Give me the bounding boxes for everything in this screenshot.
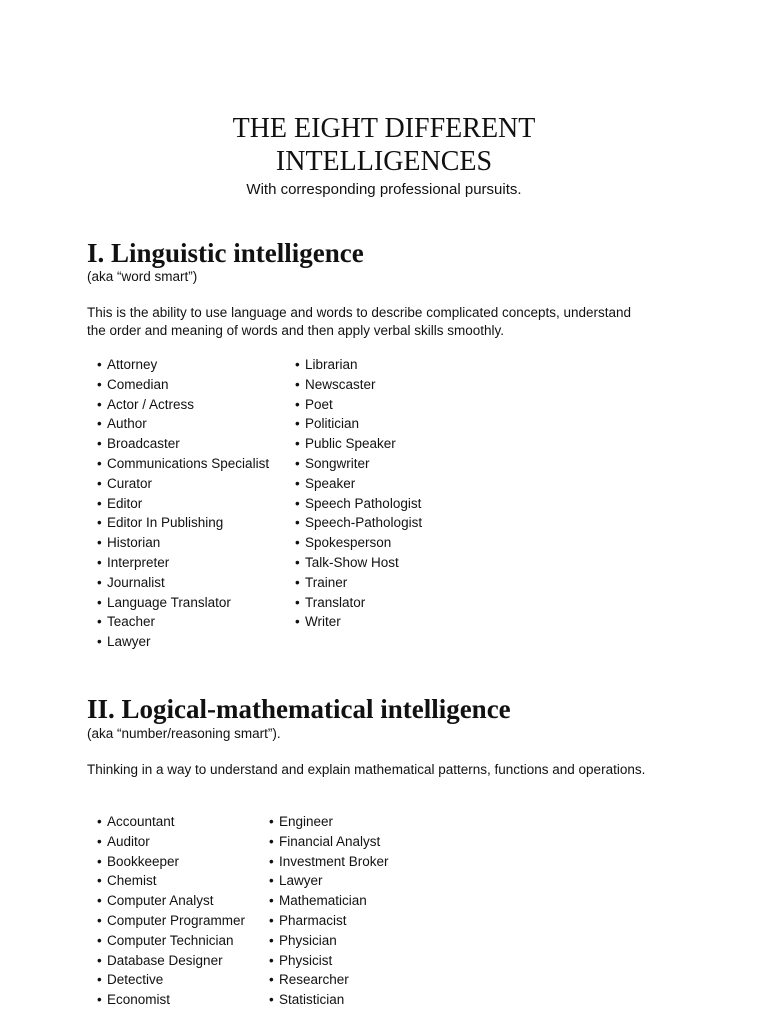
profession-item bbox=[269, 990, 389, 1010]
bullet-icon: • bbox=[295, 614, 300, 630]
profession-item bbox=[295, 395, 422, 415]
profession-item bbox=[295, 553, 422, 573]
profession-item bbox=[97, 612, 269, 632]
bullet-icon: • bbox=[97, 594, 102, 610]
profession-label: Auditor bbox=[107, 833, 150, 849]
bullet-icon: • bbox=[97, 357, 102, 372]
profession-label: Interpreter bbox=[107, 554, 170, 570]
profession-label: Detective bbox=[107, 972, 164, 988]
profession-item bbox=[295, 414, 422, 434]
profession-item bbox=[97, 395, 269, 415]
profession-label: Speaker bbox=[305, 475, 356, 491]
profession-label: Physicist bbox=[279, 952, 333, 968]
profession-item bbox=[97, 832, 245, 852]
bullet-icon: • bbox=[97, 396, 102, 412]
bullet-icon: • bbox=[295, 416, 300, 432]
profession-label: Computer Analyst bbox=[107, 893, 214, 909]
bullet-icon: • bbox=[97, 992, 102, 1008]
bullet-icon: • bbox=[97, 416, 102, 432]
profession-list-linguistic-col1 bbox=[97, 355, 269, 652]
profession-item bbox=[269, 852, 389, 872]
profession-item bbox=[269, 931, 389, 951]
profession-label: Financial Analyst bbox=[279, 833, 381, 849]
profession-item bbox=[269, 832, 389, 852]
bullet-icon: • bbox=[97, 614, 102, 630]
profession-label: Actor / Actress bbox=[107, 396, 195, 412]
profession-label: Trainer bbox=[305, 574, 348, 590]
bullet-icon: • bbox=[295, 554, 300, 570]
profession-list-logical-col2 bbox=[269, 812, 389, 1010]
profession-label: Curator bbox=[107, 475, 153, 491]
profession-label: Attorney bbox=[107, 357, 158, 372]
profession-label: Computer Technician bbox=[107, 932, 234, 948]
profession-label: Bookkeeper bbox=[107, 853, 180, 869]
section-description-logical-mathematical: Thinking in a way to understand and explain mathematical patterns, functions and operations. bbox=[87, 762, 646, 777]
profession-item bbox=[97, 573, 269, 593]
profession-item bbox=[269, 970, 389, 990]
profession-item bbox=[295, 454, 422, 474]
bullet-icon: • bbox=[269, 952, 274, 968]
bullet-icon: • bbox=[269, 893, 274, 909]
bullet-icon: • bbox=[295, 396, 300, 412]
section-aka-logical-mathematical: (aka “number/reasoning smart”). bbox=[87, 726, 281, 741]
profession-item bbox=[269, 951, 389, 971]
section-aka-linguistic: (aka “word smart”) bbox=[87, 269, 198, 284]
bullet-icon: • bbox=[97, 495, 102, 511]
profession-item bbox=[269, 891, 389, 911]
profession-label: Pharmacist bbox=[279, 912, 347, 928]
profession-label: Chemist bbox=[107, 873, 157, 889]
profession-label: Communications Specialist bbox=[107, 455, 270, 471]
profession-label: Editor bbox=[107, 495, 143, 511]
section-heading-logical-mathematical: II. Logical-mathematical intelligence bbox=[87, 694, 511, 724]
profession-label: Speech-Pathologist bbox=[305, 515, 423, 531]
profession-item bbox=[97, 852, 245, 872]
bullet-icon: • bbox=[269, 814, 274, 829]
profession-label: Teacher bbox=[107, 614, 156, 630]
profession-label: Engineer bbox=[279, 814, 334, 829]
bullet-icon: • bbox=[295, 475, 300, 491]
bullet-icon: • bbox=[269, 992, 274, 1008]
profession-item bbox=[97, 454, 269, 474]
profession-label: Translator bbox=[305, 594, 366, 610]
document-title-line-2: INTELLIGENCES bbox=[275, 146, 493, 177]
profession-item bbox=[97, 593, 269, 613]
bullet-icon: • bbox=[295, 455, 300, 471]
bullet-icon: • bbox=[295, 357, 300, 372]
profession-label: Mathematician bbox=[279, 893, 367, 909]
profession-label: Songwriter bbox=[305, 455, 370, 471]
profession-item bbox=[295, 474, 422, 494]
bullet-icon: • bbox=[97, 912, 102, 928]
bullet-icon: • bbox=[97, 535, 102, 551]
profession-label: Economist bbox=[107, 992, 171, 1008]
profession-item bbox=[295, 375, 422, 395]
profession-item bbox=[269, 812, 389, 832]
profession-label: Investment Broker bbox=[279, 853, 389, 869]
bullet-icon: • bbox=[295, 515, 300, 531]
profession-label: Public Speaker bbox=[305, 436, 396, 452]
bullet-icon: • bbox=[97, 833, 102, 849]
bullet-icon: • bbox=[269, 972, 274, 988]
bullet-icon: • bbox=[97, 376, 102, 392]
profession-label: Researcher bbox=[279, 972, 349, 988]
profession-item bbox=[97, 414, 269, 434]
profession-label: Accountant bbox=[107, 814, 175, 829]
profession-item bbox=[97, 871, 245, 891]
profession-label: Language Translator bbox=[107, 594, 231, 610]
bullet-icon: • bbox=[97, 475, 102, 491]
profession-label: Database Designer bbox=[107, 952, 223, 968]
profession-label: Author bbox=[107, 416, 147, 432]
profession-item bbox=[97, 533, 269, 553]
bullet-icon: • bbox=[97, 952, 102, 968]
bullet-icon: • bbox=[295, 436, 300, 452]
profession-label: Newscaster bbox=[305, 376, 376, 392]
bullet-icon: • bbox=[97, 873, 102, 889]
profession-item bbox=[97, 951, 245, 971]
profession-item bbox=[97, 553, 269, 573]
bullet-icon: • bbox=[97, 554, 102, 570]
bullet-icon: • bbox=[97, 932, 102, 948]
bullet-icon: • bbox=[295, 495, 300, 511]
bullet-icon: • bbox=[269, 912, 274, 928]
bullet-icon: • bbox=[97, 634, 102, 650]
section-description-linguistic: This is the ability to use language and words to describe complicated concepts, understand the order and meaning of words and then apply verbal skills smoothly. bbox=[87, 305, 632, 338]
profession-label: Lawyer bbox=[279, 873, 323, 889]
bullet-icon: • bbox=[295, 594, 300, 610]
profession-item bbox=[295, 434, 422, 454]
profession-label: Physician bbox=[279, 932, 337, 948]
bullet-icon: • bbox=[97, 455, 102, 471]
profession-item bbox=[97, 375, 269, 395]
profession-item bbox=[295, 355, 422, 375]
profession-list-logical-col1 bbox=[97, 812, 245, 1010]
profession-item bbox=[97, 911, 245, 931]
bullet-icon: • bbox=[269, 853, 274, 869]
profession-label: Broadcaster bbox=[107, 436, 180, 452]
profession-item bbox=[97, 812, 245, 832]
profession-label: Historian bbox=[107, 535, 161, 551]
profession-item bbox=[295, 513, 422, 533]
profession-item bbox=[295, 593, 422, 613]
bullet-icon: • bbox=[97, 436, 102, 452]
profession-label: Lawyer bbox=[107, 634, 151, 650]
bullet-icon: • bbox=[97, 515, 102, 531]
document-title-line-1: THE EIGHT DIFFERENT bbox=[232, 113, 536, 144]
profession-item bbox=[295, 573, 422, 593]
profession-label: Journalist bbox=[107, 574, 165, 590]
profession-item bbox=[97, 990, 245, 1010]
profession-label: Talk-Show Host bbox=[305, 554, 399, 570]
profession-label: Spokesperson bbox=[305, 535, 392, 551]
profession-item bbox=[97, 355, 269, 375]
profession-label: Politician bbox=[305, 416, 360, 432]
bullet-icon: • bbox=[97, 814, 102, 829]
profession-label: Editor In Publishing bbox=[107, 515, 224, 531]
profession-item bbox=[97, 494, 269, 514]
document-subtitle: With corresponding professional pursuits. bbox=[246, 181, 522, 198]
profession-label: Librarian bbox=[305, 357, 358, 372]
section-heading-linguistic: I. Linguistic intelligence bbox=[87, 238, 364, 268]
profession-item bbox=[97, 513, 269, 533]
profession-item bbox=[295, 612, 422, 632]
profession-item bbox=[97, 931, 245, 951]
profession-item bbox=[295, 494, 422, 514]
profession-item bbox=[295, 533, 422, 553]
bullet-icon: • bbox=[97, 972, 102, 988]
profession-list-linguistic-col2 bbox=[295, 355, 422, 632]
bullet-icon: • bbox=[269, 873, 274, 889]
profession-label: Computer Programmer bbox=[107, 912, 246, 928]
bullet-icon: • bbox=[97, 853, 102, 869]
bullet-icon: • bbox=[295, 535, 300, 551]
profession-item bbox=[97, 970, 245, 990]
profession-label: Writer bbox=[305, 614, 341, 630]
profession-label: Comedian bbox=[107, 376, 169, 392]
profession-item bbox=[97, 434, 269, 454]
profession-label: Speech Pathologist bbox=[305, 495, 422, 511]
profession-label: Poet bbox=[305, 396, 333, 412]
profession-item bbox=[97, 632, 269, 652]
profession-label: Statistician bbox=[279, 992, 345, 1008]
bullet-icon: • bbox=[269, 833, 274, 849]
profession-item bbox=[269, 911, 389, 931]
bullet-icon: • bbox=[97, 574, 102, 590]
bullet-icon: • bbox=[295, 376, 300, 392]
bullet-icon: • bbox=[97, 893, 102, 909]
profession-item bbox=[97, 891, 245, 911]
profession-item bbox=[97, 474, 269, 494]
bullet-icon: • bbox=[295, 574, 300, 590]
bullet-icon: • bbox=[269, 932, 274, 948]
profession-item bbox=[269, 871, 389, 891]
